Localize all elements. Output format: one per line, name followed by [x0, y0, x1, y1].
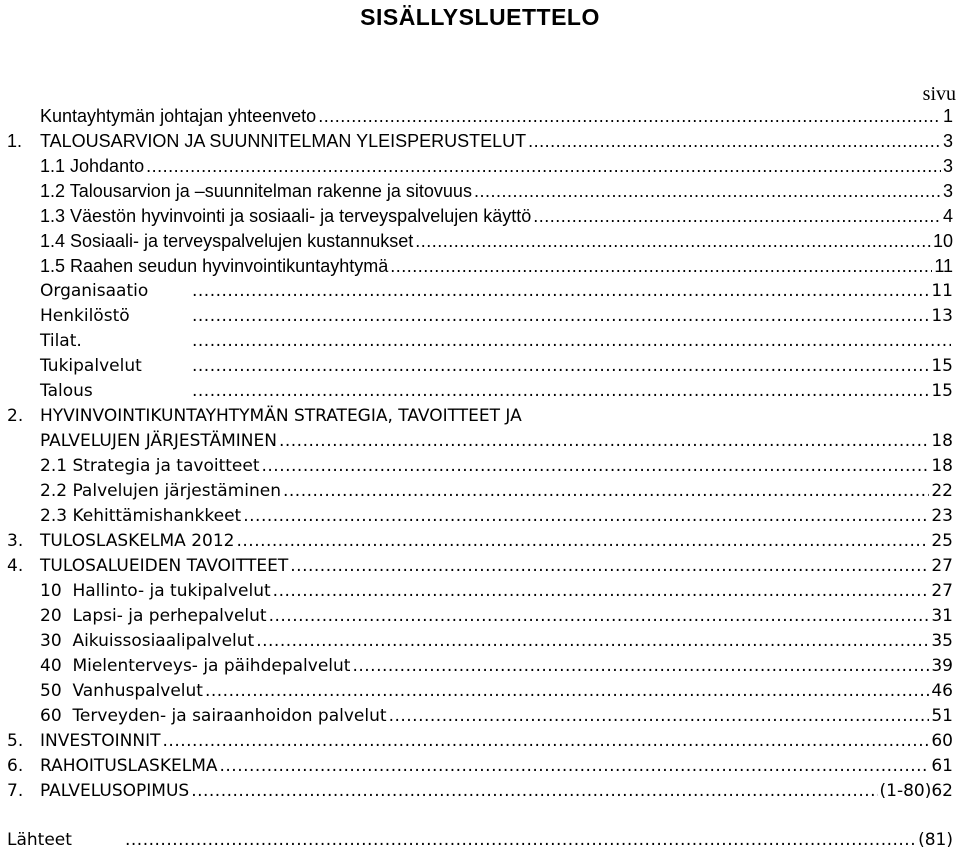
- toc-entry-title: INVESTOINNIT: [40, 731, 161, 751]
- toc-entry[interactable]: [0, 204, 953, 229]
- toc-entry-page: 11: [931, 281, 953, 301]
- dot-leader: [146, 154, 941, 179]
- toc-entry-page: 46: [931, 681, 953, 701]
- toc-entry-page: 27: [931, 581, 953, 601]
- toc-entry-page: 18: [931, 456, 953, 476]
- toc-entry-page: 3: [942, 181, 953, 201]
- dot-leader: [269, 604, 930, 629]
- dot-leader: [389, 704, 930, 729]
- dot-leader: [191, 779, 877, 804]
- dot-leader: [533, 204, 941, 229]
- toc-entry-title: 2.1 Strategia ja tavoitteet: [40, 456, 260, 476]
- toc-entry-title: HYVINVOINTIKUNTAYHTYMÄN STRATEGIA, TAVOITTEET JA: [40, 406, 522, 426]
- toc-entry-title: Tilat.: [40, 331, 82, 351]
- toc-entry-title: 20 Lapsi- ja perhepalvelut: [40, 606, 267, 626]
- toc-entry-page: 61: [931, 756, 953, 776]
- toc-entry[interactable]: [0, 254, 953, 279]
- toc-entry-title: TULOSALUEIDEN TAVOITTEET: [40, 556, 289, 576]
- toc-entry[interactable]: [0, 629, 953, 654]
- dot-leader: [220, 754, 930, 779]
- toc-entry-page: 3: [942, 156, 953, 176]
- toc-entry-page: 39: [931, 656, 953, 676]
- toc-entry[interactable]: [0, 379, 953, 404]
- toc-entry[interactable]: [0, 504, 953, 529]
- dot-leader: [192, 379, 929, 404]
- toc-entry-title: Talous: [40, 381, 93, 401]
- toc-entry-title: 10 Hallinto- ja tukipalvelut: [40, 581, 271, 601]
- toc-entry-title: 1.1 Johdanto: [40, 156, 145, 176]
- toc-entry[interactable]: [0, 229, 953, 254]
- toc-entry[interactable]: [0, 729, 953, 754]
- toc-entry-title: Lähteet: [7, 830, 72, 850]
- toc-entry-title: Organisaatio: [40, 281, 149, 301]
- toc-entry-title: 50 Vanhuspalvelut: [40, 681, 203, 701]
- toc-entry-page: 15: [931, 356, 953, 376]
- toc-entry[interactable]: [0, 754, 953, 779]
- dot-leader: [352, 654, 929, 679]
- dot-leader: [290, 554, 929, 579]
- toc-entry-title: 30 Aikuissosiaalipalvelut: [40, 631, 255, 651]
- dot-leader: [279, 429, 929, 454]
- toc-entry-page: 3: [942, 131, 953, 151]
- toc-entry[interactable]: [0, 479, 953, 504]
- toc-entry-title: 2.2 Palvelujen järjestäminen: [40, 481, 281, 501]
- toc-entry[interactable]: [0, 354, 953, 379]
- dot-leader: [256, 629, 929, 654]
- toc-entry-page: 22: [931, 481, 953, 501]
- toc-entry[interactable]: [0, 704, 953, 729]
- toc-entry-page: 51: [931, 706, 953, 726]
- toc-entry[interactable]: [0, 679, 953, 704]
- dot-leader: [283, 479, 929, 504]
- toc-entry-title: 1.4 Sosiaali- ja terveyspalvelujen kustannukset: [40, 231, 414, 251]
- toc-entry-title: 2.3 Kehittämishankkeet: [40, 506, 242, 526]
- toc-entry[interactable]: [0, 154, 953, 179]
- toc-entry-title: Tukipalvelut: [40, 356, 142, 376]
- toc-entry[interactable]: [0, 304, 953, 329]
- toc-entry[interactable]: [0, 404, 953, 429]
- toc-entry[interactable]: [0, 279, 953, 304]
- toc-entry[interactable]: [0, 454, 953, 479]
- toc-entry-page: 27: [931, 556, 953, 576]
- toc-entry-title: 1.5 Raahen seudun hyvinvointikuntayhtymä: [40, 256, 389, 276]
- toc-entry-page: 23: [931, 506, 953, 526]
- toc-entry-number: 4.: [7, 556, 24, 576]
- dot-leader: [390, 254, 932, 279]
- toc-entry-page: 10: [932, 231, 953, 251]
- toc-entry-number: 6.: [7, 756, 24, 776]
- toc-entry-page: (81): [918, 830, 953, 850]
- dot-leader: [192, 279, 929, 304]
- page-column-header: sivu: [922, 83, 956, 105]
- dot-leader: [273, 579, 930, 604]
- dot-leader: [192, 304, 929, 329]
- toc-entry-page: 31: [931, 606, 953, 626]
- toc-entry-page: 60: [931, 731, 953, 751]
- toc-entry[interactable]: [0, 779, 953, 804]
- toc-entry-number: 5.: [7, 731, 24, 751]
- toc-entry-title: RAHOITUSLASKELMA: [40, 756, 218, 776]
- toc-entry[interactable]: [0, 179, 953, 204]
- toc-entry-number: 7.: [7, 781, 24, 801]
- toc-entry[interactable]: [0, 554, 953, 579]
- toc-entry[interactable]: [0, 604, 953, 629]
- dot-leader: [163, 729, 930, 754]
- dot-leader: [236, 529, 929, 554]
- dot-leader: [528, 129, 941, 154]
- toc-entry-references[interactable]: [0, 828, 953, 853]
- toc-entry-title: 40 Mielenterveys- ja päihdepalvelut: [40, 656, 351, 676]
- dot-leader: [243, 504, 929, 529]
- toc-entry-title: PALVELUSOPIMUS: [40, 781, 190, 801]
- dot-leader: [192, 354, 929, 379]
- toc-entry-page: 4: [942, 206, 953, 226]
- toc-entry-title: Kuntayhtymän johtajan yhteenveto: [40, 106, 317, 126]
- toc-entry-page: 18: [931, 431, 953, 451]
- toc-entry-title: 60 Terveyden- ja sairaanhoidon palvelut: [40, 706, 387, 726]
- toc-entry-page: 15: [931, 381, 953, 401]
- toc-entry[interactable]: [0, 104, 953, 129]
- toc-entry[interactable]: [0, 429, 953, 454]
- spacer: [0, 804, 953, 828]
- dot-leader: [415, 229, 931, 254]
- toc-entry-page: 13: [931, 306, 953, 326]
- toc-entry-page: 11: [934, 256, 953, 276]
- toc-entry-page: (1-80)62: [879, 781, 953, 801]
- toc-entry-title: Henkilöstö: [40, 306, 130, 326]
- toc-entry-title: 1.3 Väestön hyvinvointi ja sosiaali- ja terveyspalvelujen käyttö: [40, 206, 532, 226]
- toc-entry[interactable]: [0, 129, 953, 154]
- dot-leader: [125, 828, 916, 853]
- toc-entry-title: TULOSLASKELMA 2012: [40, 531, 235, 551]
- toc-entry-page: 25: [931, 531, 953, 551]
- table-of-contents: [0, 104, 953, 853]
- toc-entry[interactable]: [0, 329, 953, 354]
- toc-entry[interactable]: [0, 654, 953, 679]
- toc-entry-title: TALOUSARVION JA SUUNNITELMAN YLEISPERUSTELUT: [40, 131, 527, 151]
- toc-entry-page: 35: [931, 631, 953, 651]
- dot-leader: [318, 104, 941, 129]
- toc-entry[interactable]: [0, 529, 953, 554]
- toc-entry-title: 1.2 Talousarvion ja –suunnitelman rakenne ja sitovuus: [40, 181, 472, 201]
- toc-entry-title: PALVELUJEN JÄRJESTÄMINEN: [40, 431, 277, 451]
- toc-entry-page: 1: [942, 106, 953, 126]
- dot-leader: [192, 329, 951, 354]
- toc-entry[interactable]: [0, 579, 953, 604]
- dot-leader: [205, 679, 929, 704]
- toc-entry-number: 1.: [7, 131, 23, 151]
- dot-leader: [474, 179, 941, 204]
- toc-entry-number: 3.: [7, 531, 24, 551]
- dot-leader: [262, 454, 930, 479]
- toc-entry-number: 2.: [7, 406, 24, 426]
- document-title: SISÄLLYSLUETTELO: [360, 4, 600, 30]
